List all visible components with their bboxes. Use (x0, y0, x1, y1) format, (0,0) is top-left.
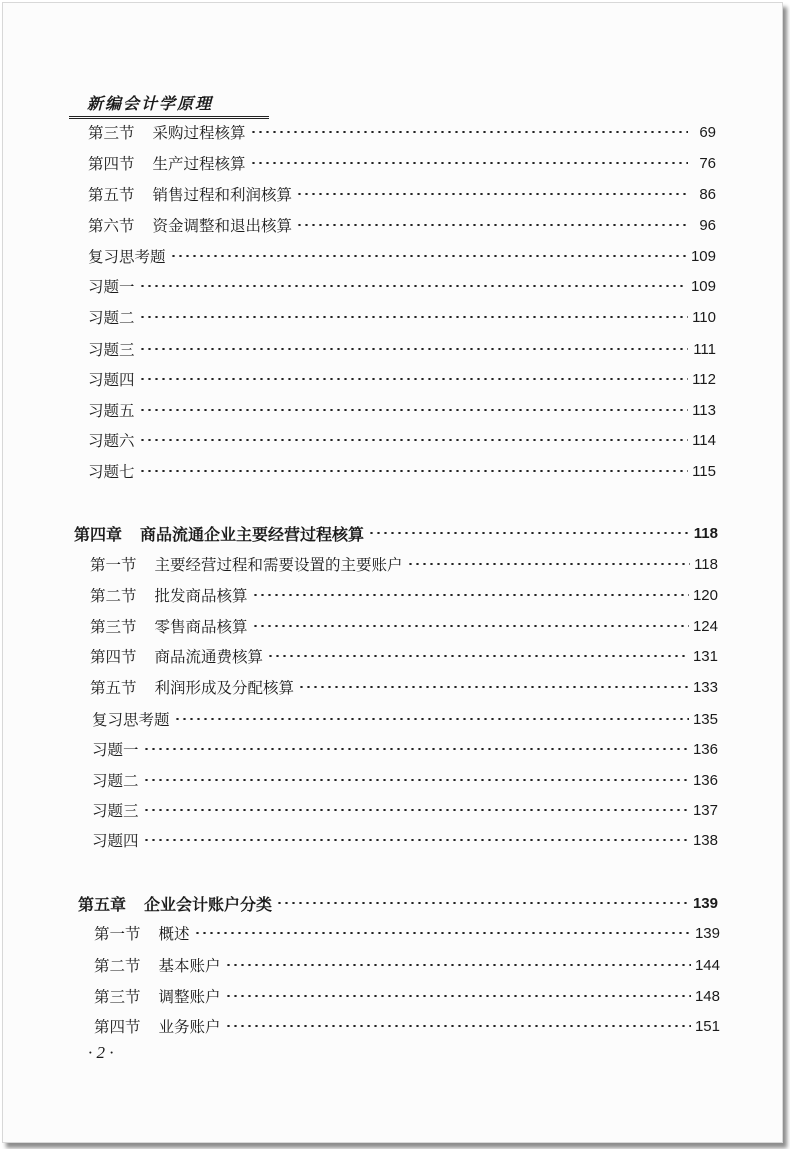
entry-title: 企业会计账户分类 (144, 894, 273, 914)
dot-leader (298, 686, 689, 688)
entry-title: 调整账户 (158, 988, 221, 1006)
entry-page-number: 136 (692, 740, 718, 758)
toc-entry-exercise[interactable] (92, 795, 718, 825)
toc-entry-section[interactable] (88, 179, 716, 209)
dot-leader (139, 348, 688, 350)
entry-number: 第一节 (90, 556, 137, 574)
entry-number: 第三节 (94, 988, 141, 1006)
entry-page-number: 118 (693, 524, 718, 542)
entry-title: 习题四 (92, 832, 139, 850)
entry-number: 第二节 (90, 587, 137, 605)
dot-leader (276, 902, 689, 904)
toc-entry-review[interactable] (92, 704, 718, 734)
dot-leader (407, 563, 690, 565)
entry-number: 第一节 (94, 925, 141, 943)
toc-entry-exercise[interactable] (88, 364, 716, 394)
dot-leader (174, 718, 689, 720)
dot-leader (194, 932, 691, 934)
entry-page-number: 139 (692, 894, 718, 912)
entry-page-number: 148 (694, 987, 720, 1005)
toc-entry-exercise[interactable] (88, 456, 716, 486)
running-header: 新编会计学原理 (69, 91, 269, 119)
dot-leader (252, 594, 689, 596)
dot-leader (250, 131, 688, 133)
dot-leader (139, 285, 687, 287)
entry-title: 商品流通费核算 (154, 648, 264, 666)
dot-leader (170, 255, 687, 257)
entry-title: 习题六 (88, 432, 135, 450)
entry-title: 复习思考题 (92, 711, 170, 729)
entry-title: 采购过程核算 (152, 124, 246, 142)
entry-title: 主要经营过程和需要设置的主要账户 (154, 556, 403, 574)
entry-title: 销售过程和利润核算 (152, 186, 293, 204)
entry-number: 第六节 (88, 217, 135, 235)
entry-number: 第二节 (94, 957, 141, 975)
toc-entry-section[interactable] (88, 148, 716, 178)
entry-title: 习题五 (88, 402, 135, 420)
entry-title: 习题一 (92, 741, 139, 759)
entry-page-number: 113 (692, 401, 716, 419)
entry-page-number: 112 (692, 370, 716, 388)
entry-page-number: 109 (690, 247, 716, 265)
dot-leader (252, 625, 689, 627)
entry-title: 批发商品核算 (154, 587, 248, 605)
entry-page-number: 96 (699, 216, 716, 234)
entry-title: 习题二 (92, 772, 139, 790)
toc-entry-section[interactable] (94, 981, 720, 1011)
toc-entry-section[interactable] (94, 950, 720, 980)
toc-entry-section[interactable] (94, 1011, 720, 1041)
toc-entry-section[interactable] (88, 210, 716, 240)
dot-leader (250, 162, 688, 164)
toc-entry-exercise[interactable] (88, 425, 716, 455)
entry-title: 商品流通企业主要经营过程核算 (140, 524, 365, 544)
toc-entry-chapter[interactable] (78, 888, 718, 918)
dot-leader (139, 470, 688, 472)
dot-leader (139, 409, 688, 411)
toc-entry-exercise[interactable] (88, 302, 716, 332)
entry-title: 习题三 (88, 341, 135, 359)
entry-page-number: 86 (699, 185, 716, 203)
toc-entry-section[interactable] (90, 641, 718, 671)
dot-leader (296, 193, 688, 195)
dot-leader (225, 995, 691, 997)
entry-number: 第四章 (74, 524, 123, 544)
entry-title: 习题三 (92, 802, 139, 820)
toc-entry-section[interactable] (94, 918, 720, 948)
entry-title: 习题二 (88, 309, 135, 327)
entry-page-number: 111 (693, 340, 716, 358)
entry-number: 第五章 (78, 894, 127, 914)
toc-entry-exercise[interactable] (92, 765, 718, 795)
entry-title: 习题四 (88, 371, 135, 389)
entry-page-number: 115 (692, 462, 716, 480)
entry-title: 零售商品核算 (154, 618, 248, 636)
entry-title: 概述 (158, 925, 190, 943)
entry-page-number: 109 (690, 277, 716, 295)
entry-page-number: 137 (692, 801, 718, 819)
dot-leader (267, 655, 689, 657)
entry-page-number: 118 (694, 555, 718, 573)
page-number-footer: · 2 · (88, 1043, 114, 1062)
entry-page-number: 135 (692, 710, 718, 728)
entry-page-number: 124 (692, 617, 718, 635)
toc-entry-exercise[interactable] (92, 825, 718, 855)
entry-page-number: 144 (694, 956, 720, 974)
entry-page-number: 139 (694, 924, 720, 942)
toc-entry-section[interactable] (90, 611, 718, 641)
entry-page-number: 138 (692, 831, 718, 849)
entry-number: 第三节 (90, 618, 137, 636)
toc-entry-exercise[interactable] (92, 734, 718, 764)
dot-leader (143, 779, 689, 781)
entry-page-number: 131 (692, 647, 718, 665)
entry-title: 业务账户 (158, 1018, 221, 1036)
dot-leader (296, 224, 688, 226)
entry-title: 基本账户 (158, 957, 221, 975)
entry-title: 习题一 (88, 278, 135, 296)
dot-leader (225, 964, 691, 966)
entry-number: 第四节 (88, 155, 135, 173)
entry-page-number: 133 (692, 678, 718, 696)
dot-leader (368, 532, 690, 534)
entry-number: 第五节 (88, 186, 135, 204)
entry-page-number: 114 (692, 431, 716, 449)
entry-number: 第五节 (90, 679, 137, 697)
entry-title: 复习思考题 (88, 248, 166, 266)
entry-number: 第四节 (90, 648, 137, 666)
toc-entry-exercise[interactable] (88, 271, 716, 301)
entry-page-number: 110 (692, 308, 716, 326)
toc-entry-section[interactable] (90, 580, 718, 610)
dot-leader (143, 748, 689, 750)
dot-leader (225, 1025, 691, 1027)
dot-leader (139, 316, 688, 318)
entry-title: 生产过程核算 (152, 155, 246, 173)
toc-entry-chapter[interactable] (74, 518, 718, 548)
dot-leader (143, 839, 689, 841)
dot-leader (139, 378, 688, 380)
entry-title: 资金调整和退出核算 (152, 217, 293, 235)
toc-entry-exercise[interactable] (88, 334, 716, 364)
toc-entry-section[interactable] (90, 549, 718, 579)
entry-title: 习题七 (88, 463, 135, 481)
toc-entry-review[interactable] (88, 241, 716, 271)
entry-page-number: 136 (692, 771, 718, 789)
entry-page-number: 151 (694, 1017, 720, 1035)
dot-leader (143, 809, 689, 811)
entry-number: 第四节 (94, 1018, 141, 1036)
toc-entry-exercise[interactable] (88, 395, 716, 425)
entry-page-number: 76 (699, 154, 716, 172)
entry-title: 利润形成及分配核算 (154, 679, 295, 697)
entry-page-number: 120 (692, 586, 718, 604)
toc-entry-section[interactable] (88, 117, 716, 147)
entry-number: 第三节 (88, 124, 135, 142)
dot-leader (139, 439, 688, 441)
toc-entry-section[interactable] (90, 672, 718, 702)
entry-page-number: 69 (699, 123, 716, 141)
